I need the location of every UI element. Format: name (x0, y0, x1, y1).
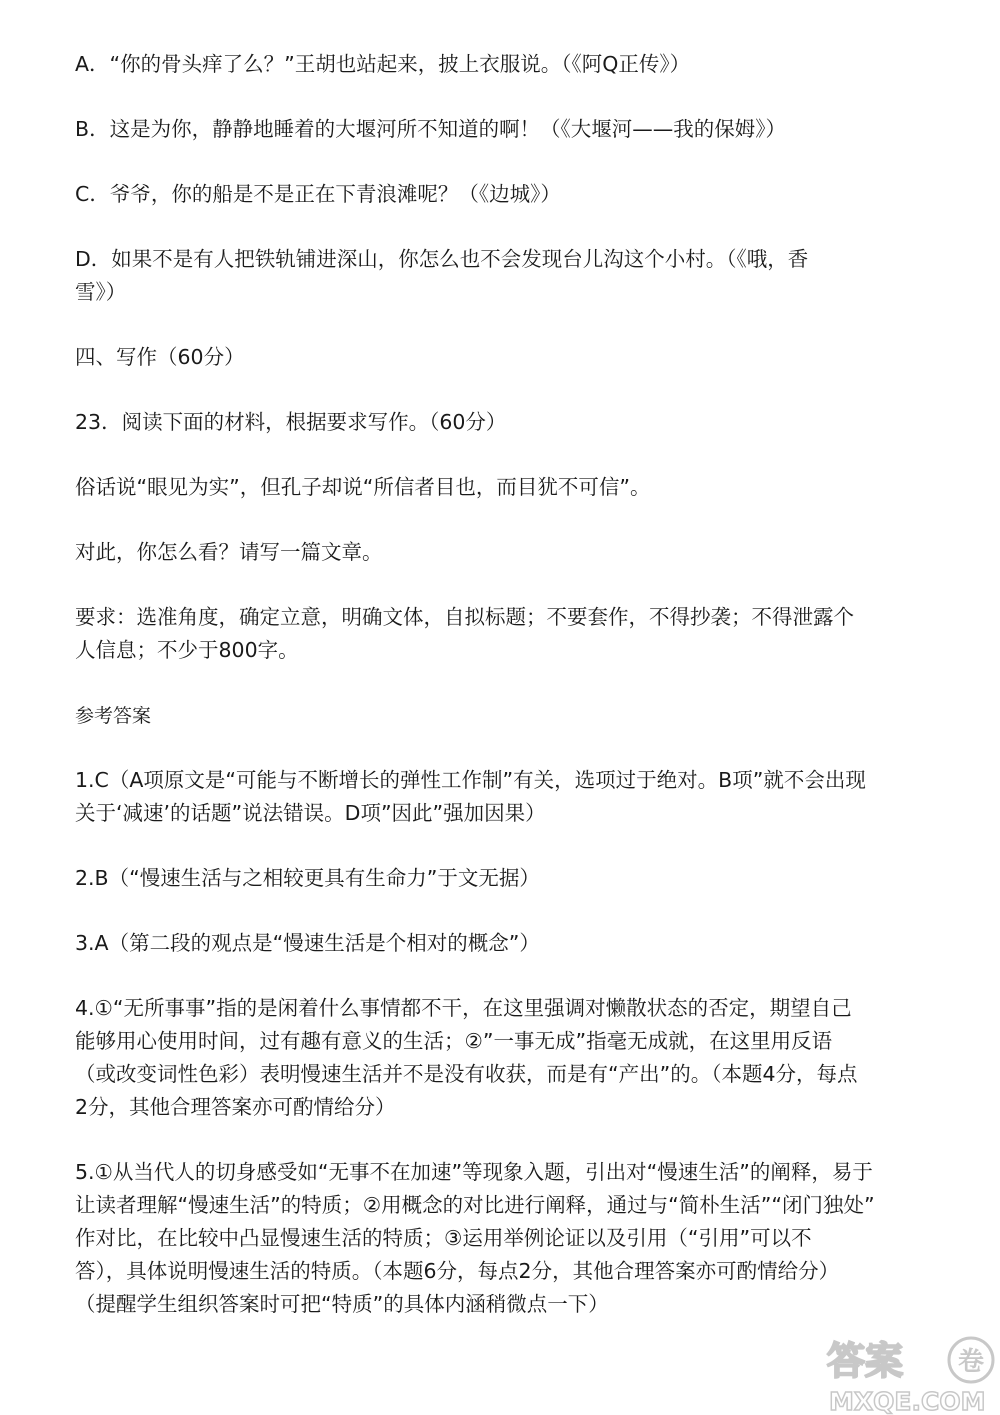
answer-5-line-3: 作对比，在比较中凸显慢速生活的特质；③运用举例论证以及引用（“引用”可以不 (75, 1226, 812, 1250)
writing-requirement-line-1: 要求：选准角度，确定立意，明确文体，自拟标题；不要套作，不得抄袭；不得泄露个 (75, 605, 854, 629)
answer-5-line-5: （提醒学生组织答案时可把“特质”的具体内涵稍微点一下） (75, 1292, 609, 1316)
watermark-site: MXQE.COM (829, 1387, 986, 1415)
answer-5-line-2: 让读者理解“慢速生活”的特质；②用概念的对比进行阐释，通过与“简朴生活”“闭门独处” (75, 1193, 875, 1217)
answer-5-line-4: 答），具体说明慢速生活的特质。（本题6分，每点2分，其他合理答案亦可酌情给分） (75, 1259, 840, 1283)
option-c: C．爷爷，你的船是不是正在下青浪滩呢？（《边城》） (75, 182, 561, 206)
option-b: B．这是为你，静静地睡着的大堰河所不知道的啊！（《大堰河——我的保姆》） (75, 117, 787, 141)
watermark-badge-ring (949, 1338, 993, 1382)
site-watermark (825, 1330, 1000, 1415)
answer-2: 2.B（“慢速生活与之相较更具有生命力”于文无据） (75, 866, 540, 890)
option-d-line-1: D．如果不是有人把铁轨铺进深山，你怎么也不会发现台儿沟这个小村。（《哦，香 (75, 247, 809, 271)
answer-3: 3.A（第二段的观点是“慢速生活是个相对的概念”） (75, 931, 540, 955)
answers-heading: 参考答案 (75, 705, 152, 727)
answer-5-line-1: 5.①从当代人的切身感受如“无事不在加速”等现象入题，引出对“慢速生活”的阐释，易于 (75, 1160, 873, 1184)
writing-prompt: 对此，你怎么看？请写一篇文章。 (75, 540, 383, 564)
section-title-writing: 四、写作（60分） (75, 345, 245, 369)
watermark-badge: 卷 (957, 1347, 985, 1377)
answer-4-line-3: （或改变词性色彩）表明慢速生活并不是没有收获，而是有“产出”的。（本题4分，每点 (75, 1062, 858, 1086)
answer-4-line-2: 能够用心使用时间，过有趣有意义的生活；②”一事无成”指毫无成就，在这里用反语 (75, 1029, 833, 1053)
question-23: 23．阅读下面的材料，根据要求写作。（60分） (75, 410, 507, 434)
answer-1-line-2: 关于‘减速’的话题”说法错误。D项”因此”强加因果） (75, 801, 546, 825)
answer-4-line-4: 2分，其他合理答案亦可酌情给分） (75, 1095, 396, 1119)
writing-requirement-line-2: 人信息；不少于800字。 (75, 638, 299, 662)
writing-material: 俗话说“眼见为实”，但孔子却说“所信者目也，而目犹不可信”。 (75, 475, 651, 499)
answer-1-line-1: 1.C（A项原文是“可能与不断增长的弹性工作制”有关，选项过于绝对。B项”就不会出现 (75, 768, 866, 792)
option-a: A．“你的骨头痒了么？”王胡也站起来，披上衣服说。（《阿Q正传》） (75, 52, 691, 76)
option-d-line-2: 雪》） (75, 280, 127, 304)
watermark-chars: 答案 (827, 1339, 904, 1383)
answer-4-line-1: 4.①“无所事事”指的是闲着什么事情都不干，在这里强调对懒散状态的否定，期望自己 (75, 996, 852, 1020)
